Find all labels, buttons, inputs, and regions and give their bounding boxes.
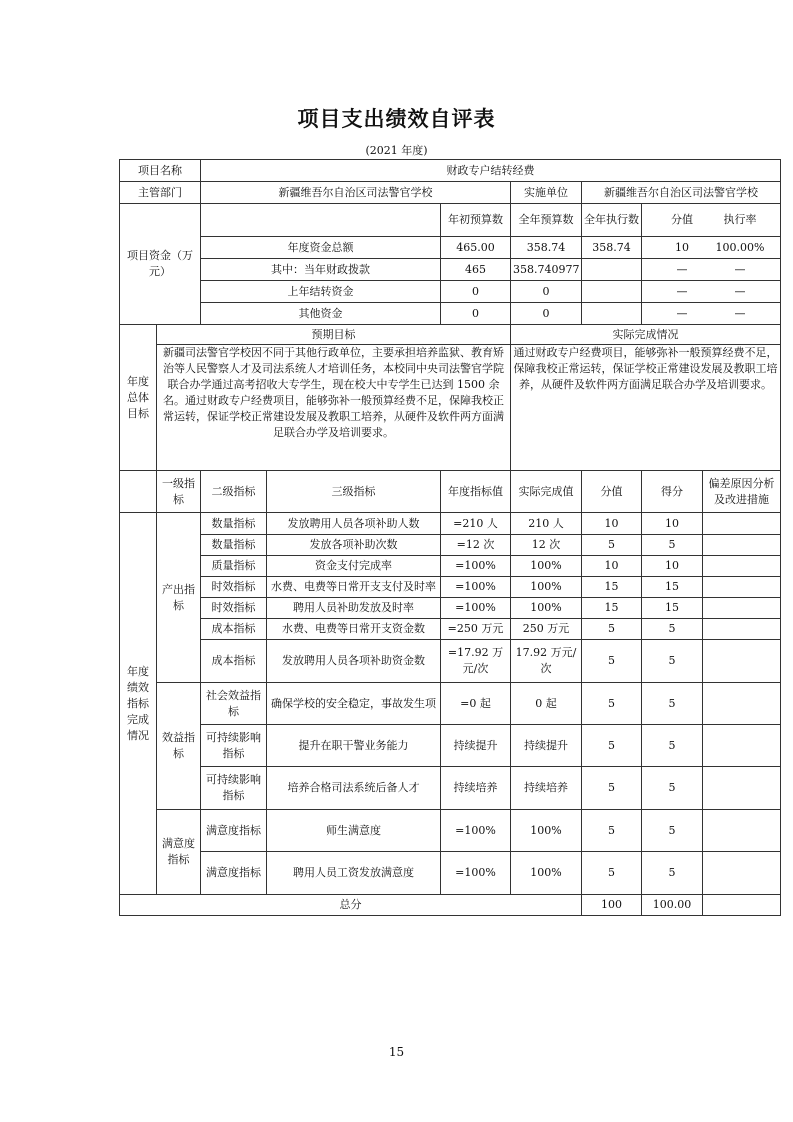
indicator-actual: 100% — [511, 810, 582, 852]
funds-row-initial: 465 — [441, 259, 511, 281]
indicator-header-target: 年度指标值 — [441, 471, 511, 513]
indicator-level3: 师生满意度 — [267, 810, 441, 852]
indicator-header-weight: 分值 — [582, 471, 642, 513]
indicator-target: =210 人 — [441, 513, 511, 535]
indicator-weight: 10 — [582, 556, 642, 577]
funds-row-annual: 358.74 — [511, 237, 582, 259]
indicator-score: 5 — [642, 810, 703, 852]
indicator-actual: 210 人 — [511, 513, 582, 535]
total-weight: 100 — [582, 895, 642, 916]
dept-label: 主管部门 — [120, 182, 201, 204]
indicator-actual: 持续提升 — [511, 725, 582, 767]
funds-row-name: 上年结转资金 — [201, 281, 441, 303]
indicator-note — [703, 640, 781, 683]
goals-expected-header: 预期目标 — [157, 325, 511, 345]
funds-row-weight: — — [676, 262, 688, 276]
indicator-weight: 5 — [582, 640, 642, 683]
goals-label: 年度总体目标 — [120, 325, 157, 471]
indicator-level2: 成本指标 — [201, 640, 267, 683]
indicator-level2: 可持续影响指标 — [201, 767, 267, 810]
indicator-level3: 发放聘用人员各项补助人数 — [267, 513, 441, 535]
indicator-header-level1: 一级指标 — [157, 471, 201, 513]
indicator-level2: 可持续影响指标 — [201, 725, 267, 767]
indicator-target: 持续提升 — [441, 725, 511, 767]
indicator-level3: 水费、电费等日常开支支付及时率 — [267, 577, 441, 598]
funds-row-weight-rate — [642, 237, 781, 259]
indicator-score: 10 — [642, 556, 703, 577]
funds-row-weight-rate — [642, 259, 781, 281]
indicator-score: 5 — [642, 640, 703, 683]
indicator-note — [703, 513, 781, 535]
funds-header-initial: 年初预算数 — [441, 204, 511, 237]
funds-row-weight: 10 — [675, 240, 690, 254]
indicator-actual: 100% — [511, 556, 582, 577]
funds-header-rate: 执行率 — [723, 213, 757, 226]
indicator-note — [703, 598, 781, 619]
indicator-score: 5 — [642, 767, 703, 810]
funds-row-initial: 0 — [441, 281, 511, 303]
indicator-actual: 250 万元 — [511, 619, 582, 640]
indicator-level2: 质量指标 — [201, 556, 267, 577]
impl-label: 实施单位 — [511, 182, 582, 204]
funds-row-annual: 358.740977 — [511, 259, 582, 281]
indicator-header-score: 得分 — [642, 471, 703, 513]
funds-row-rate: 100.00% — [715, 240, 765, 254]
funds-row-executed — [582, 259, 642, 281]
total-score: 100.00 — [642, 895, 703, 916]
indicator-header-deviation: 偏差原因分析及改进措施 — [703, 471, 781, 513]
indicator-note — [703, 556, 781, 577]
indicator-target: 持续培养 — [441, 767, 511, 810]
indicator-level2: 时效指标 — [201, 577, 267, 598]
indicator-actual: 12 次 — [511, 535, 582, 556]
funds-header-executed: 全年执行数 — [582, 204, 642, 237]
goals-expected-text: 新疆司法警官学校因不同于其他行政单位，主要承担培养监狱、教育矫治等人民警察人才及司法系统人才培训任务，本校同中央司法警官学院联合办学通过高考招收大专学生，现在校大中专学生已达到 1500 余名。通过财政专户经费项目，能够弥补一般预算经费不足，保障我校正常运转，保证学校正常建设发展及教职工培养，从硬件及软件两方面满足联合办学及培训要求。 — [157, 345, 511, 471]
funds-row-annual: 0 — [511, 281, 582, 303]
funds-row-initial: 465.00 — [441, 237, 511, 259]
indicator-score: 5 — [642, 619, 703, 640]
funds-row-weight: — — [676, 284, 688, 298]
indicator-score: 5 — [642, 683, 703, 725]
indicator-level3: 培养合格司法系统后备人才 — [267, 767, 441, 810]
indicator-target: =0 起 — [441, 683, 511, 725]
funds-row-rate: — — [734, 262, 746, 276]
indicator-target: =250 万元 — [441, 619, 511, 640]
indicator-actual: 0 起 — [511, 683, 582, 725]
indicator-header-level3: 三级指标 — [267, 471, 441, 513]
indicator-level3: 确保学校的安全稳定，事故发生项 — [267, 683, 441, 725]
indicator-note — [703, 810, 781, 852]
indicator-score: 10 — [642, 513, 703, 535]
indicator-level3: 水费、电费等日常开支资金数 — [267, 619, 441, 640]
indicator-section-blank — [120, 471, 157, 513]
funds-row-executed — [582, 303, 642, 325]
goals-actual-header: 实际完成情况 — [511, 325, 781, 345]
indicator-level2: 数量指标 — [201, 535, 267, 556]
total-label: 总分 — [120, 895, 582, 916]
indicator-weight: 5 — [582, 619, 642, 640]
funds-row-weight-rate — [642, 303, 781, 325]
indicator-note — [703, 725, 781, 767]
indicator-weight: 5 — [582, 535, 642, 556]
indicator-weight: 5 — [582, 852, 642, 895]
indicator-level3: 资金支付完成率 — [267, 556, 441, 577]
indicator-weight: 10 — [582, 513, 642, 535]
indicator-actual: 17.92 万元/次 — [511, 640, 582, 683]
funds-row-weight-rate — [642, 281, 781, 303]
indicator-actual: 100% — [511, 852, 582, 895]
indicator-target: =100% — [441, 810, 511, 852]
indicator-level3: 发放各项补助次数 — [267, 535, 441, 556]
funds-row-weight: — — [676, 306, 688, 320]
indicator-weight: 5 — [582, 810, 642, 852]
page-number: 15 — [388, 1045, 405, 1059]
indicator-note — [703, 577, 781, 598]
indicator-target: =12 次 — [441, 535, 511, 556]
funds-row-initial: 0 — [441, 303, 511, 325]
funds-header-weight: 分值 — [671, 213, 694, 226]
indicator-score: 5 — [642, 535, 703, 556]
funds-row-name: 年度资金总额 — [201, 237, 441, 259]
indicator-target: =100% — [441, 556, 511, 577]
indicator-level3: 提升在职干警业务能力 — [267, 725, 441, 767]
report-year: (2021 年度) — [365, 144, 428, 157]
indicator-level2: 成本指标 — [201, 619, 267, 640]
project-name: 财政专户结转经费 — [201, 160, 781, 182]
indicator-level1: 满意度指标 — [157, 810, 201, 895]
indicator-score: 5 — [642, 725, 703, 767]
indicator-actual: 100% — [511, 598, 582, 619]
indicator-level1: 产出指标 — [157, 513, 201, 683]
indicator-weight: 15 — [582, 598, 642, 619]
indicator-score: 15 — [642, 577, 703, 598]
indicator-level2: 时效指标 — [201, 598, 267, 619]
funds-row-executed: 358.74 — [582, 237, 642, 259]
indicator-actual: 持续培养 — [511, 767, 582, 810]
performance-table — [119, 159, 781, 916]
indicator-target: =100% — [441, 577, 511, 598]
indicator-level3: 发放聘用人员各项补助资金数 — [267, 640, 441, 683]
indicator-note — [703, 767, 781, 810]
page-title: 项目支出绩效自评表 — [297, 107, 496, 131]
indicator-weight: 5 — [582, 767, 642, 810]
funds-header-blank — [201, 204, 441, 237]
funds-row-name: 其中：当年财政拨款 — [201, 259, 441, 281]
funds-row-rate: — — [734, 284, 746, 298]
indicator-note — [703, 535, 781, 556]
indicator-target: =100% — [441, 598, 511, 619]
indicator-score: 5 — [642, 852, 703, 895]
indicator-note — [703, 852, 781, 895]
funds-label: 项目资金（万元） — [120, 204, 201, 325]
indicator-target: =17.92 万元/次 — [441, 640, 511, 683]
indicator-section-label: 年度绩效指标完成情况 — [120, 513, 157, 895]
indicator-level2: 满意度指标 — [201, 852, 267, 895]
impl-value: 新疆维吾尔自治区司法警官学校 — [582, 182, 781, 204]
dept-value: 新疆维吾尔自治区司法警官学校 — [201, 182, 511, 204]
indicator-level2: 社会效益指标 — [201, 683, 267, 725]
indicator-level2: 数量指标 — [201, 513, 267, 535]
indicator-header-level2: 二级指标 — [201, 471, 267, 513]
funds-row-rate: — — [734, 306, 746, 320]
funds-row-name: 其他资金 — [201, 303, 441, 325]
total-note — [703, 895, 781, 916]
indicator-note — [703, 683, 781, 725]
indicator-score: 15 — [642, 598, 703, 619]
indicator-level3: 聘用人员工资发放满意度 — [267, 852, 441, 895]
funds-row-annual: 0 — [511, 303, 582, 325]
funds-row-executed — [582, 281, 642, 303]
project-name-label: 项目名称 — [120, 160, 201, 182]
indicator-level1: 效益指标 — [157, 683, 201, 810]
indicator-target: =100% — [441, 852, 511, 895]
indicator-note — [703, 619, 781, 640]
indicator-weight: 5 — [582, 683, 642, 725]
indicator-actual: 100% — [511, 577, 582, 598]
indicator-level3: 聘用人员补助发放及时率 — [267, 598, 441, 619]
funds-header-annual: 全年预算数 — [511, 204, 582, 237]
goals-actual-text: 通过财政专户经费项目，能够弥补一般预算经费不足，保障我校正常运转，保证学校正常建设发展及教职工培养，从硬件及软件两方面满足联合办学及培训要求。 — [511, 345, 781, 471]
indicator-weight: 15 — [582, 577, 642, 598]
indicator-header-actual: 实际完成值 — [511, 471, 582, 513]
indicator-level2: 满意度指标 — [201, 810, 267, 852]
indicator-weight: 5 — [582, 725, 642, 767]
funds-header-weight-rate — [642, 204, 781, 237]
